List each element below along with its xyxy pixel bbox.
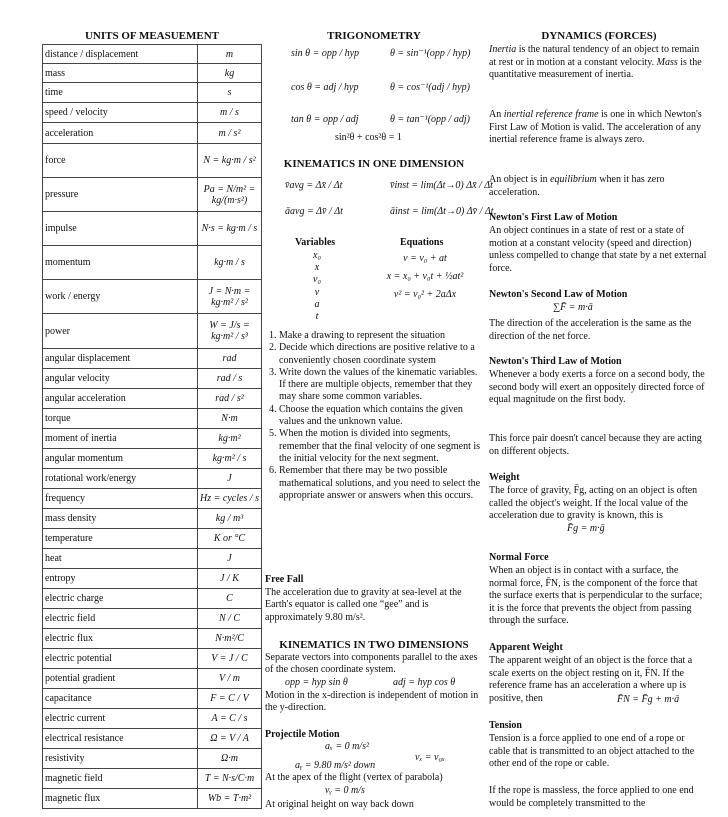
units-row xyxy=(43,609,262,629)
mass-def: is the quantitative measurement of inertia. xyxy=(489,56,702,80)
units-unit: J / K xyxy=(198,569,262,589)
acos-formula: θ = cos⁻¹(adj / hyp) xyxy=(390,82,470,93)
units-unit: W = J/s = kg·m² / s³ xyxy=(198,314,262,349)
kinematics-steps xyxy=(265,330,483,502)
units-row xyxy=(43,429,262,449)
units-quantity: magnetic flux xyxy=(43,789,198,809)
units-unit: N = kg·m / s² xyxy=(198,144,262,178)
asin-formula: θ = sin⁻¹(opp / hyp) xyxy=(390,48,471,59)
units-row xyxy=(43,103,262,123)
units-quantity: magnetic field xyxy=(43,769,198,789)
apparent-weight-heading: Apparent Weight xyxy=(489,642,563,653)
units-quantity: angular momentum xyxy=(43,449,198,469)
units-row xyxy=(43,83,262,103)
inertia-def: is the natural tendency of an object to remain at rest or in motion at a constant velocity. xyxy=(489,44,700,68)
units-quantity: force xyxy=(43,144,198,178)
kin2-title: KINEMATICS IN TWO DIMENSIONS xyxy=(279,639,469,651)
units-unit: rad xyxy=(198,349,262,369)
units-unit: J = N·m = kg·m² / s² xyxy=(198,280,262,314)
tension-text: Tension is a force applied to one end of a rope or cable that is transmitted to an object attached to the other end of the rope or cable. xyxy=(489,733,695,769)
units-quantity: mass xyxy=(43,64,198,83)
newton3-text: Whenever a body exerts a force on a second body, the second body will exert an oppositely directed force of equal magnitude on the first body. xyxy=(489,369,705,405)
units-quantity: torque xyxy=(43,409,198,429)
units-quantity: momentum xyxy=(43,246,198,280)
atan-formula: θ = tan⁻¹(opp / adj) xyxy=(390,114,470,125)
middle-column xyxy=(265,30,494,810)
units-column xyxy=(42,30,262,809)
units-unit: Ω = V / A xyxy=(198,729,262,749)
force-pair-text: This force pair doesn't cancel because they are acting on different objects. xyxy=(489,433,702,457)
equations-heading: Equations xyxy=(400,237,444,248)
units-quantity: electric charge xyxy=(43,589,198,609)
step-item: 3. Write down the values of the kinematic variables. If there are multiple objects, remember that they may share some common variables. xyxy=(279,367,483,404)
units-unit: J xyxy=(198,469,262,489)
units-unit: Hz = cycles / s xyxy=(198,489,262,509)
units-row xyxy=(43,409,262,429)
units-row xyxy=(43,629,262,649)
adj-formula: adj = hyp cos θ xyxy=(393,677,456,688)
units-unit: J xyxy=(198,549,262,569)
vavg-formula: v̄avg = Δx̄ / Δt xyxy=(285,180,343,191)
units-table xyxy=(42,44,262,809)
units-row xyxy=(43,649,262,669)
units-quantity: heat xyxy=(43,549,198,569)
units-quantity: angular acceleration xyxy=(43,389,198,409)
units-row xyxy=(43,144,262,178)
units-quantity: electric field xyxy=(43,609,198,629)
units-row xyxy=(43,789,262,809)
units-unit: Ω·m xyxy=(198,749,262,769)
massless-rope-text: If the rope is massless, the force applied to one end would be completely transmitted to the xyxy=(489,785,694,809)
units-unit: N·m²/C xyxy=(198,629,262,649)
units-quantity: electric flux xyxy=(43,629,198,649)
units-unit: V / m xyxy=(198,669,262,689)
units-row xyxy=(43,489,262,509)
units-unit: N / C xyxy=(198,609,262,629)
units-quantity: electric current xyxy=(43,709,198,729)
units-quantity: potential gradient xyxy=(43,669,198,689)
vy-formula: vᵧ = 0 m/s xyxy=(325,785,365,796)
units-quantity: capacitance xyxy=(43,689,198,709)
equilibrium-pre: An object is in xyxy=(489,174,551,185)
frame-def: is one in which Newton's First Law of Motion is valid. The acceleration of any inertial reference frame is always zero. xyxy=(489,109,702,145)
units-unit: rad / s² xyxy=(198,389,262,409)
equation-item: v² = v₀² + 2aΔx xyxy=(393,289,457,300)
step-item: 6. Remember that there may be two possible mathematical solutions, and you need to select the appropriate answer or answers when this occurs. xyxy=(279,465,483,502)
units-unit: K or °C xyxy=(198,529,262,549)
units-row xyxy=(43,589,262,609)
opp-formula: opp = hyp sin θ xyxy=(285,677,348,688)
units-quantity: angular displacement xyxy=(43,349,198,369)
units-unit: N·m xyxy=(198,409,262,429)
sin-formula: sin θ = opp / hyp xyxy=(291,48,360,59)
units-row xyxy=(43,729,262,749)
variable-item: v xyxy=(314,286,320,298)
units-quantity: electric potential xyxy=(43,649,198,669)
projectile-heading: Projectile Motion xyxy=(265,729,340,740)
kin2-intro: Separate vectors into components parallel to the axes of the chosen coordinate system. xyxy=(265,652,478,676)
units-row xyxy=(43,529,262,549)
kin2-independence: Motion in the x-direction is independent of motion in the y-direction. xyxy=(265,690,479,714)
aavg-formula: āavg = Δv̄ / Δt xyxy=(285,206,343,217)
units-quantity: angular velocity xyxy=(43,369,198,389)
apparent-weight-equation: F̄N = F̄g + m·ā xyxy=(617,694,680,705)
variable-item: t xyxy=(315,311,319,323)
variable-item: x xyxy=(314,262,320,274)
newton1-text: An object continues in a state of rest or a state of motion at a constant velocity (speed and direction) unless compelled to change that state by a net external force. xyxy=(489,225,707,274)
units-row xyxy=(43,246,262,280)
units-row xyxy=(43,769,262,789)
inertia-paragraph xyxy=(489,44,707,82)
units-quantity: resistivity xyxy=(43,749,198,769)
newton2-equation: ∑F̄ = m·ā xyxy=(553,302,593,313)
freefall-text: The acceleration due to gravity at sea-level at the Earth's equator is called one “gee” and is approximately 9.80 m/s². xyxy=(265,587,462,623)
step-item: 4. Choose the equation which contains the given values and the unknown value. xyxy=(279,404,483,429)
weight-equation: F̄g = m·ḡ xyxy=(567,523,605,534)
newton1-heading: Newton's First Law of Motion xyxy=(489,212,618,223)
units-unit: N·s = kg·m / s xyxy=(198,212,262,246)
variable-item: v₀ xyxy=(313,274,321,286)
units-unit: kg·m / s xyxy=(198,246,262,280)
units-row xyxy=(43,669,262,689)
equation-item: v = v₀ + at xyxy=(403,253,447,264)
newton3-heading: Newton's Third Law of Motion xyxy=(489,356,622,367)
trig-identity: sin²θ + cos²θ = 1 xyxy=(335,132,402,143)
ay-formula: aᵧ = 9.80 m/s² down xyxy=(295,760,376,771)
kin1-title: KINEMATICS IN ONE DIMENSION xyxy=(283,158,465,170)
tan-formula: tan θ = opp / adj xyxy=(291,114,359,125)
units-unit: T = N·s/C·m xyxy=(198,769,262,789)
freefall-heading: Free Fall xyxy=(265,574,304,585)
inertial-frame-paragraph xyxy=(489,109,707,147)
units-row xyxy=(43,45,262,64)
vinst-formula: v̄inst = lim(Δt→0) Δx̄ / Δt xyxy=(390,180,493,191)
frame-term: inertial reference frame xyxy=(503,109,599,120)
units-quantity: speed / velocity xyxy=(43,103,198,123)
inertia-term: Inertia xyxy=(489,44,517,55)
apex-text: At the apex of the flight (vertex of parabola) xyxy=(265,772,443,783)
dynamics-column xyxy=(489,30,709,809)
units-row xyxy=(43,314,262,349)
tension-heading: Tension xyxy=(489,720,522,731)
units-row xyxy=(43,280,262,314)
variable-item: a xyxy=(314,298,320,310)
step-item: 1. Make a drawing to represent the situation xyxy=(279,330,483,342)
units-title: UNITS OF MEASUEMENT xyxy=(84,30,220,42)
units-unit: m xyxy=(198,45,262,64)
step-item: 2. Decide which directions are positive relative to a conveniently chosen coordinate system xyxy=(279,342,483,367)
units-unit: rad / s xyxy=(198,369,262,389)
units-unit: kg xyxy=(198,64,262,83)
equilibrium-paragraph xyxy=(489,174,707,199)
equations-list xyxy=(370,250,480,304)
variables-heading: Variables xyxy=(295,237,336,248)
variables-list xyxy=(307,250,327,323)
units-row xyxy=(43,749,262,769)
units-row xyxy=(43,349,262,369)
ax-formula: aₓ = 0 m/s² xyxy=(325,741,369,752)
units-unit: kg·m² xyxy=(198,429,262,449)
equilibrium-def: when it has zero acceleration. xyxy=(489,174,665,198)
units-row xyxy=(43,689,262,709)
units-row xyxy=(43,469,262,489)
units-quantity: work / energy xyxy=(43,280,198,314)
mass-term: Mass xyxy=(656,56,678,68)
weight-text: The force of gravity, F̄g, acting on an object is often called the object's weight. If the local value of the acceleration due to gravity is known, this is xyxy=(489,485,698,521)
apparent-weight-text: The apparent weight of an object is the force that a scale exerts on the object resting on it, F̄N. If the reference frame has an acceleration a where up is positive, then xyxy=(489,655,693,704)
original-height-text: At original height on way back down xyxy=(265,799,414,810)
weight-heading: Weight xyxy=(489,472,520,483)
units-quantity: moment of inertia xyxy=(43,429,198,449)
step-item: 5. When the motion is divided into segments, remember that the final velocity of one segment is the initial velocity for the next segment. xyxy=(279,428,483,465)
newton2-heading: Newton's Second Law of Motion xyxy=(489,289,628,300)
units-quantity: power xyxy=(43,314,198,349)
units-unit: Wb = T·m² xyxy=(198,789,262,809)
units-quantity: time xyxy=(43,83,198,103)
ainst-formula: āinst = lim(Δt→0) Δv̄ / Δt xyxy=(390,206,494,217)
dynamics-title: DYNAMICS (FORCES) xyxy=(541,30,657,42)
units-row xyxy=(43,178,262,212)
units-quantity: distance / displacement xyxy=(43,45,198,64)
units-quantity: frequency xyxy=(43,489,198,509)
units-quantity: impulse xyxy=(43,212,198,246)
vx-formula: vₓ = v₀ₓ xyxy=(415,752,445,763)
units-row xyxy=(43,212,262,246)
units-unit: Pa = N/m² = kg/(m·s²) xyxy=(198,178,262,212)
newton2-text: The direction of the acceleration is the same as the direction of the net force. xyxy=(489,318,692,342)
units-row xyxy=(43,709,262,729)
normal-force-text: When an object is in contact with a surface, the normal force, F̄N, is the component of the force that the surface exerts that is perpendicular to the surface; it is the force that prevents the object from passing through the surface. xyxy=(489,565,703,626)
variable-item: x₀ xyxy=(313,250,321,261)
units-row xyxy=(43,123,262,144)
units-unit: A = C / s xyxy=(198,709,262,729)
units-quantity: acceleration xyxy=(43,123,198,144)
units-quantity: mass density xyxy=(43,509,198,529)
units-row xyxy=(43,64,262,83)
units-unit: m / s xyxy=(198,103,262,123)
units-quantity: rotational work/energy xyxy=(43,469,198,489)
units-unit: m / s² xyxy=(198,123,262,144)
cos-formula: cos θ = adj / hyp xyxy=(291,82,359,93)
units-unit: V = J / C xyxy=(198,649,262,669)
trig-title: TRIGONOMETRY xyxy=(327,30,421,42)
units-row xyxy=(43,369,262,389)
units-unit: kg / m³ xyxy=(198,509,262,529)
units-unit: s xyxy=(198,83,262,103)
frame-pre: An xyxy=(489,109,504,120)
units-row xyxy=(43,569,262,589)
units-row xyxy=(43,549,262,569)
units-unit: F = C / V xyxy=(198,689,262,709)
units-quantity: entropy xyxy=(43,569,198,589)
units-unit: kg·m² / s xyxy=(198,449,262,469)
units-row xyxy=(43,449,262,469)
equilibrium-term: equilibrium xyxy=(550,174,597,185)
units-quantity: temperature xyxy=(43,529,198,549)
units-row xyxy=(43,509,262,529)
units-unit: C xyxy=(198,589,262,609)
equation-item: x = x₀ + v₀t + ½at² xyxy=(386,271,464,282)
units-quantity: electrical resistance xyxy=(43,729,198,749)
normal-force-heading: Normal Force xyxy=(489,552,549,563)
units-row xyxy=(43,389,262,409)
units-quantity: pressure xyxy=(43,178,198,212)
